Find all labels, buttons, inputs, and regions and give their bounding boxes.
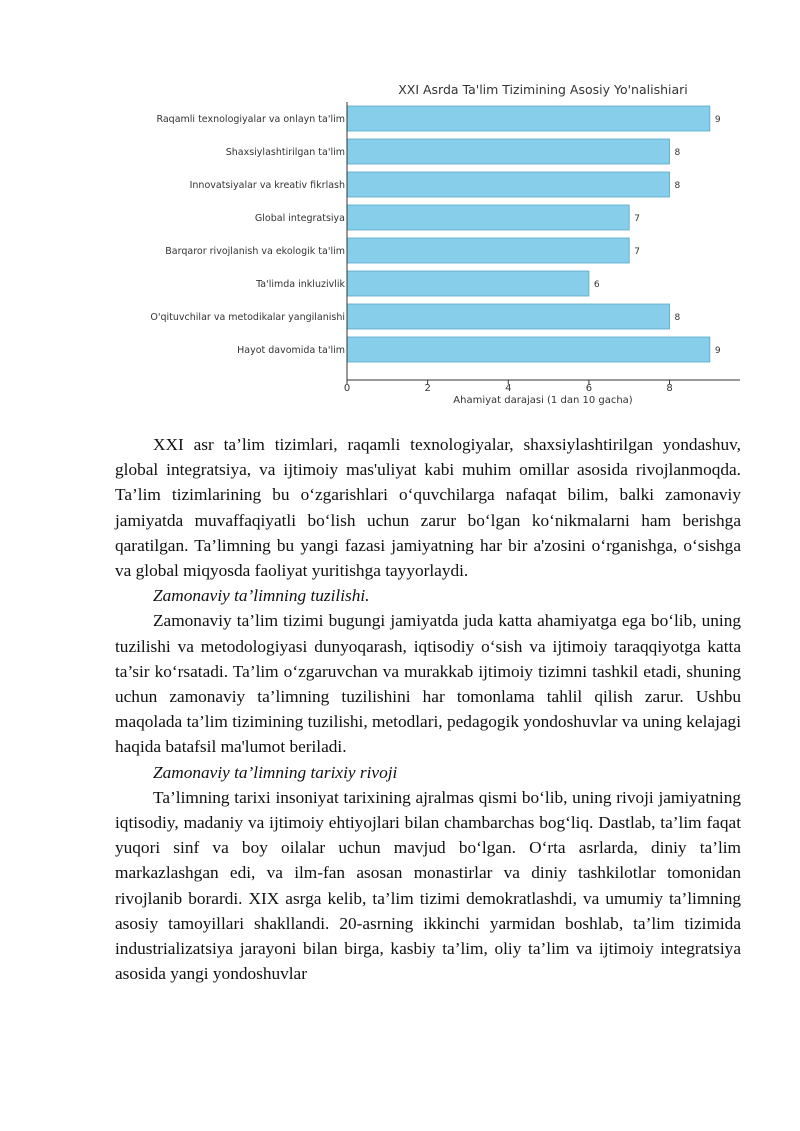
category-label: Global integratsiya	[254, 213, 345, 224]
category-label: Hayot davomida ta'lim	[237, 345, 345, 356]
value-label: 7	[634, 214, 640, 224]
x-tick-label: 4	[505, 383, 512, 394]
x-ticks-group	[344, 380, 673, 394]
x-tick-label: 2	[424, 383, 431, 394]
bar	[347, 271, 589, 296]
value-label: 8	[674, 313, 681, 323]
chart-title: XXI Asrda Ta'lim Tizimining Asosiy Yo'nalishiari	[398, 82, 688, 97]
paragraph: Zamonaviy ta’lim tizimi bugungi jamiyatda juda katta ahamiyatga ega bo‘lib, uning tuzilishi va metodologiyasi dunyoqarash, iqtisodiy o‘sish va ijtimoiy taraqqiyotga katta ta’sir ko‘rsatadi. Ta’lim o‘zgaruvchan va murakkab ijtimoiy tizimni tashkil etadi, shuning uchun zamonaviy ta’limning tuzilishini har tomonlama tahlil qilish zarur. Ushbu maqolada ta’lim tizimining tuzilishi, metodlari, pedagogik yondoshuvlar va uning kelajagi haqida batafsil ma'lumot beriladi.	[115, 611, 741, 757]
document-body	[115, 432, 741, 986]
bar-chart	[118, 78, 758, 410]
category-label: Ta'limda inkluzivlik	[256, 279, 345, 290]
section-heading: Zamonaviy ta’limning tuzilishi.	[153, 586, 370, 606]
bar	[347, 205, 629, 230]
category-label: O'qituvchilar va metodikalar yangilanishi	[150, 312, 345, 323]
x-axis-label: Ahamiyat darajasi (1 dan 10 gacha)	[453, 395, 633, 406]
section-heading: Zamonaviy ta’limning tarixiy rivoji	[153, 762, 398, 782]
x-tick-label: 8	[666, 383, 673, 394]
bar	[347, 172, 670, 197]
x-tick-label: 6	[585, 383, 593, 394]
bar	[347, 304, 670, 329]
value-label: 8	[674, 148, 681, 158]
bar	[347, 139, 670, 164]
category-label: Raqamli texnologiyalar va onlayn ta'lim	[156, 114, 345, 125]
category-label: Barqaror rivojlanish va ekologik ta'lim	[165, 246, 345, 257]
value-label: 6	[593, 280, 600, 290]
x-tick-label: 0	[343, 383, 351, 394]
bar	[347, 106, 710, 131]
bars-group	[150, 106, 720, 362]
paragraph: XXI asr ta’lim tizimlari, raqamli texnologiyalar, shaxsiylashtirilgan yondashuv, global integratsiya, va ijtimoiy mas'uliyat kabi muhim omillar asosida rivojlanmoqda. Ta’lim tizimlarining bu o‘zgarishlari o‘quvchilarga nafaqat bilim, balki zamonaviy jamiyatda muvaffaqiyatli bo‘lish uchun zarur bo‘lgan ko‘nikmalarni ham berishga qaratilgan. Ta’limning bu yangi fazasi jamiyatning har bir a'zosini o‘rganishga, o‘sishga va global miqyosda faoliyat yuritishga tayyorlaydi.	[115, 435, 741, 581]
value-label: 9	[714, 346, 721, 356]
value-label: 8	[674, 181, 681, 191]
value-label: 9	[714, 115, 721, 125]
chart-svg	[118, 78, 758, 410]
category-label: Innovatsiyalar va kreativ fikrlash	[189, 180, 345, 191]
category-label: Shaxsiylashtirilgan ta'lim	[225, 147, 345, 158]
paragraph: Ta’limning tarixi insoniyat tarixining ajralmas qismi bo‘lib, uning rivoji jamiyatning iqtisodiy, madaniy va ijtimoiy ehtiyojlari bilan chambarchas bog‘liq. Dastlab, ta’lim faqat yuqori sinf va boy oilalar uchun mavjud bo‘lgan. O‘rta asrlarda, diniy ta’lim markazlashgan edi, va ilm-fan asosan monastirlar va diniy tashkilotlar tomonidan rivojlanib borardi. XIX asrga kelib, ta’lim tizimi demokratlashdi, va umumiy ta’limning asosiy tamoyillari shakllandi. 20-asrning ikkinchi yarmidan boshlab, ta’lim tizimida industrializatsiya jarayoni bilan birga, kasbiy ta’lim, oliy ta’lim va ijtimoiy integratsiya asosida yangi yondoshuvlar	[115, 787, 741, 984]
value-label: 7	[634, 247, 640, 257]
bar	[347, 337, 710, 362]
bar	[347, 238, 629, 263]
